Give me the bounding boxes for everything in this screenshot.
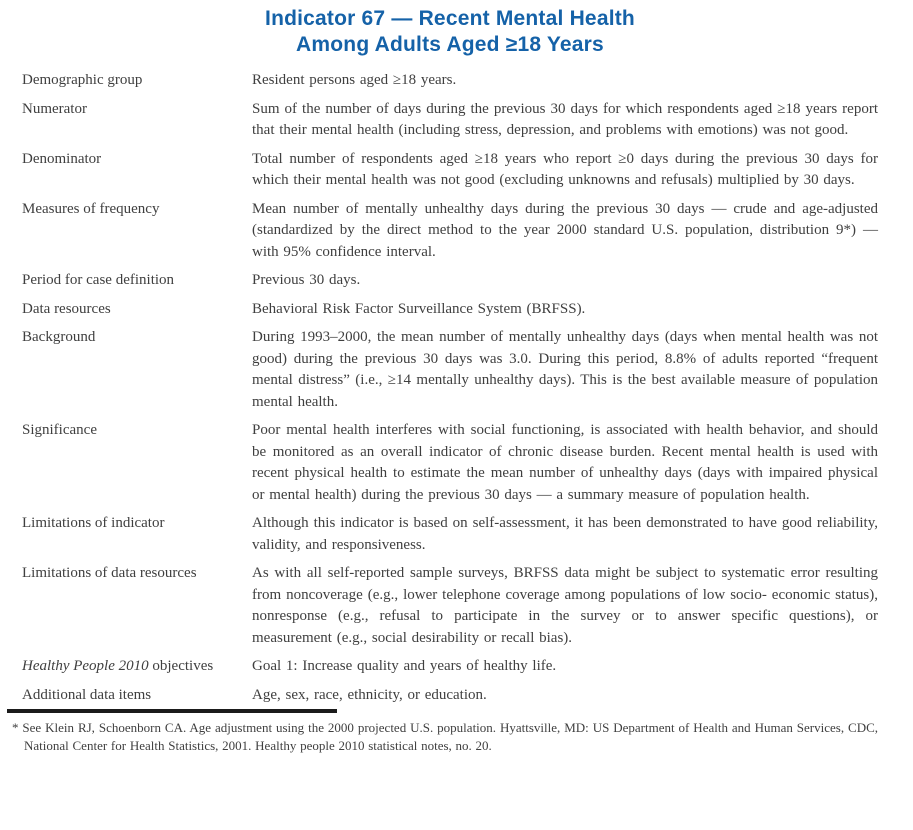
row-denominator — [22, 149, 878, 192]
row-value: Behavioral Risk Factor Surveillance System (BRFSS). — [252, 300, 586, 317]
row-limitations-of-data-resources — [22, 563, 878, 649]
row-additional-data-items — [22, 685, 878, 707]
row-value: Goal 1: Increase quality and years of healthy life. — [252, 658, 557, 674]
page-title-line1: Indicator 67 — Recent Mental Health — [265, 7, 635, 30]
row-label: Limitations of data resources — [22, 565, 197, 581]
row-label: Period for case definition — [22, 272, 175, 288]
row-value: During 1993–2000, the mean number of mentally unhealthy days (days when mental health was not good) during the previous 30 days was 3.0. During this period, 8.8% of adults reported “frequent mental distress” (i.e., ≥14 mentally unhealthy days). This is the best available measure of population mental health. — [252, 329, 878, 410]
footnote-separator-rule — [7, 709, 337, 713]
row-value: Although this indicator is based on self-assessment, it has been demonstrated to have good reliability, validity, and responsiveness. — [252, 515, 878, 553]
row-numerator — [22, 99, 878, 142]
row-label — [22, 656, 252, 678]
row-label: Measures of frequency — [22, 200, 160, 217]
indicator-definition-table — [22, 70, 878, 706]
row-healthy-people-2010-objectives — [22, 656, 878, 678]
row-value: Age, sex, race, ethnicity, or education. — [252, 686, 487, 703]
row-value: Sum of the number of days during the previous 30 days for which respondents aged ≥18 years report that their mental health (including stress, depression, and problems with emotions) was not good. — [252, 100, 878, 138]
row-value: Previous 30 days. — [252, 272, 361, 288]
row-limitations-of-indicator — [22, 513, 878, 556]
row-period-for-case-definition — [22, 270, 878, 292]
page-title — [22, 6, 878, 58]
row-label: Demographic group — [22, 72, 143, 88]
row-label: Data resources — [22, 300, 111, 317]
row-value: Mean number of mentally unhealthy days during the previous 30 days — crude and age-adjusted (standardized by the direct method to the year 2000 standard U.S. population, distribution 9*) — with 95% confidence interval. — [252, 200, 878, 260]
row-measures-of-frequency — [22, 199, 878, 264]
row-value: Resident persons aged ≥18 years. — [252, 72, 457, 88]
page-title-line2: Among Adults Aged ≥18 Years — [296, 33, 604, 56]
row-value: Poor mental health interferes with social functioning, is associated with health behavior, and should be monitored as an overall indicator of chronic disease burden. Recent mental health is used with recent physical health to estimate the mean number of unhealthy days (days with impaired physical or mental health) during the previous 30 days — a summary measure of population health. — [252, 422, 878, 503]
row-label: Limitations of indicator — [22, 515, 165, 531]
row-label-italic-part: Healthy People 2010 — [22, 658, 149, 674]
row-label: Significance — [22, 422, 97, 438]
footnote: * See Klein RJ, Schoenborn CA. Age adjustment using the 2000 projected U.S. population. Hyattsville, MD: US Department of Health and Human Services, CDC, National Center for Health Statistics, 2001. Healthy people 2010 statistical notes, no. 20. — [12, 720, 878, 753]
row-value: Total number of respondents aged ≥18 years who report ≥0 days during the previous 30 days for which their mental health was not good (excluding unknowns and refusals) multiplied by 30 days. — [252, 150, 878, 188]
row-label-rest: objectives — [148, 658, 214, 674]
row-background — [22, 327, 878, 413]
row-label: Additional data items — [22, 686, 152, 703]
row-data-resources — [22, 299, 878, 321]
row-label: Numerator — [22, 100, 87, 117]
row-demographic-group — [22, 70, 878, 92]
row-significance — [22, 420, 878, 506]
row-label: Background — [22, 329, 96, 345]
row-value: As with all self-reported sample surveys, BRFSS data might be subject to systematic error resulting from noncoverage (e.g., lower telephone coverage among populations of low socio- economic status), nonresponse (e.g., refusal to participate in the survey or to answer specific questions), or measurement (e.g., social desirability or recall bias). — [252, 565, 878, 646]
row-label: Denominator — [22, 150, 102, 167]
